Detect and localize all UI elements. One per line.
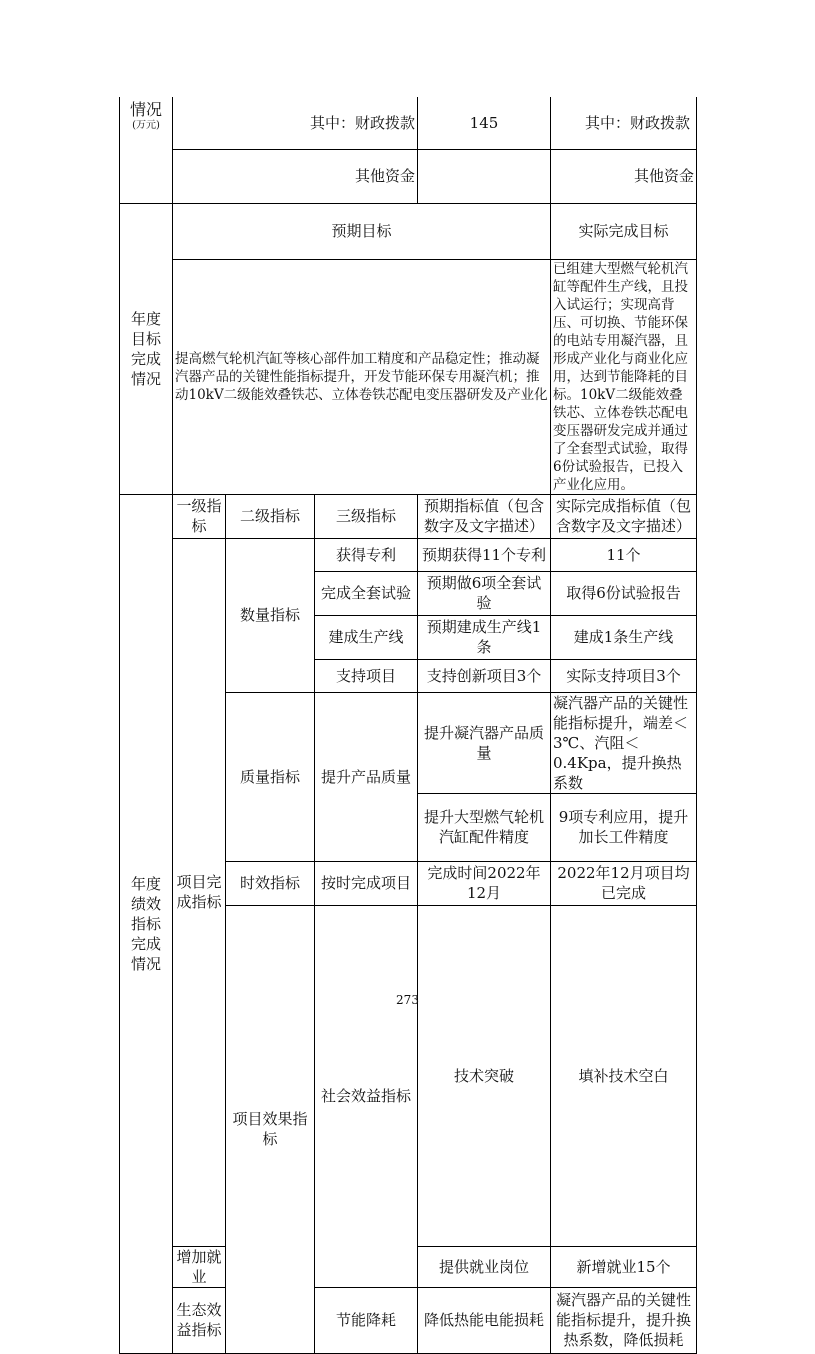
expected-cell: 支持创新项目3个 <box>418 659 551 692</box>
actual-goal-text: 已组建大型燃气轮机汽缸等配件生产线，且投入试运行；实现高背压、可切换、节能环保的电站专用凝汽器，且形成产业化与商业化应用，达到节能降耗的目标。10kV二级能效叠铁芯、立体卷铁芯配电变压器研发完成并通过了全套型式试验，取得6份试验报告，已投入产业化应用。 <box>551 259 697 494</box>
actual-goal-header: 实际完成目标 <box>551 203 697 259</box>
expected-cell: 填补技术空白 <box>551 905 697 1246</box>
actual-cell: 凝汽器产品的关键性能指标提升，端差＜3℃、汽阻＜0.4Kpa，提升换热系数 <box>551 692 697 793</box>
goals-side-label: 年度目标完成情况 <box>120 203 173 494</box>
level1-header: 一级指标 <box>173 494 226 538</box>
expected-cell: 预期获得11个专利 <box>418 538 551 571</box>
expected-cell: 提升凝汽器产品质量 <box>418 692 551 793</box>
ecological-label: 生态效益指标 <box>173 1287 226 1353</box>
fiscal-label-1: 其中：财政拨款 <box>173 97 418 149</box>
goals-header-row <box>120 203 697 259</box>
funding-label: 情况 <box>129 100 162 119</box>
goals-content-row <box>120 259 697 494</box>
l3-cell: 节能降耗 <box>315 1287 418 1353</box>
fiscal-row <box>120 97 697 149</box>
fiscal-value-1: 145 <box>418 97 551 149</box>
level3-header: 三级指标 <box>315 494 418 538</box>
actual-cell: 凝汽器产品的关键性能指标提升，提升换热系数，降低损耗 <box>551 1287 697 1353</box>
l3-cell: 技术突破 <box>418 905 551 1246</box>
expected-value-header: 预期指标值（包含数字及文字描述） <box>418 494 551 538</box>
performance-table <box>119 97 697 1354</box>
indicator-header-row <box>120 494 697 538</box>
l3-cell: 增加就业 <box>173 1246 226 1287</box>
funding-unit: (万元) <box>132 120 160 131</box>
l3-cell: 按时完成项目 <box>315 861 418 905</box>
other-funds-row <box>120 149 697 203</box>
quality-label: 质量指标 <box>226 692 315 861</box>
indicator-row <box>120 1287 697 1353</box>
expected-cell: 降低热能电能损耗 <box>418 1287 551 1353</box>
other-value-1 <box>418 149 551 203</box>
quantity-label: 数量指标 <box>226 538 315 692</box>
level2-header: 二级指标 <box>226 494 315 538</box>
actual-cell: 11个 <box>551 538 697 571</box>
actual-cell: 9项专利应用，提升加长工件精度 <box>551 793 697 861</box>
social-label: 社会效益指标 <box>315 905 418 1287</box>
other-label-1: 其他资金 <box>173 149 418 203</box>
expected-goal-header: 预期目标 <box>173 203 551 259</box>
fiscal-label-2 <box>551 97 697 149</box>
page-number: 273 <box>396 993 419 1007</box>
funding-label-cell <box>120 97 173 203</box>
actual-cell: 取得6份试验报告 <box>551 571 697 615</box>
other-label-2: 其他资金 <box>551 149 697 203</box>
actual-value-header: 实际完成指标值（包含数字及文字描述） <box>551 494 697 538</box>
l3-cell: 建成生产线 <box>315 615 418 659</box>
expected-goal-text: 提高燃气轮机汽缸等核心部件加工精度和产品稳定性；推动凝汽器产品的关键性能指标提升，开发节能环保专用凝汽机；推动10kV二级能效叠铁芯、立体卷铁芯配电变压器研发及产业化 <box>173 259 551 494</box>
expected-cell: 提供就业岗位 <box>418 1246 551 1287</box>
performance-side-label: 年度绩效指标完成情况 <box>120 494 173 1353</box>
l3-cell: 获得专利 <box>315 538 418 571</box>
indicator-row <box>120 538 697 571</box>
project-effect-label: 项目效果指标 <box>226 905 315 1353</box>
fiscal-label-2-text: 其中：财政拨款 <box>584 113 690 132</box>
l3-cell: 提升产品质量 <box>315 692 418 861</box>
actual-cell: 实际支持项目3个 <box>551 659 697 692</box>
actual-cell: 建成1条生产线 <box>551 615 697 659</box>
project-completion-label: 项目完成指标 <box>173 538 226 1246</box>
expected-cell: 提升大型燃气轮机汽缸配件精度 <box>418 793 551 861</box>
l3-cell: 支持项目 <box>315 659 418 692</box>
l3-cell: 完成全套试验 <box>315 571 418 615</box>
timeliness-label: 时效指标 <box>226 861 315 905</box>
expected-cell: 完成时间2022年12月 <box>418 861 551 905</box>
expected-cell: 预期建成生产线1条 <box>418 615 551 659</box>
expected-cell: 预期做6项全套试验 <box>418 571 551 615</box>
actual-cell: 新增就业15个 <box>551 1246 697 1287</box>
actual-cell: 2022年12月项目均已完成 <box>551 861 697 905</box>
